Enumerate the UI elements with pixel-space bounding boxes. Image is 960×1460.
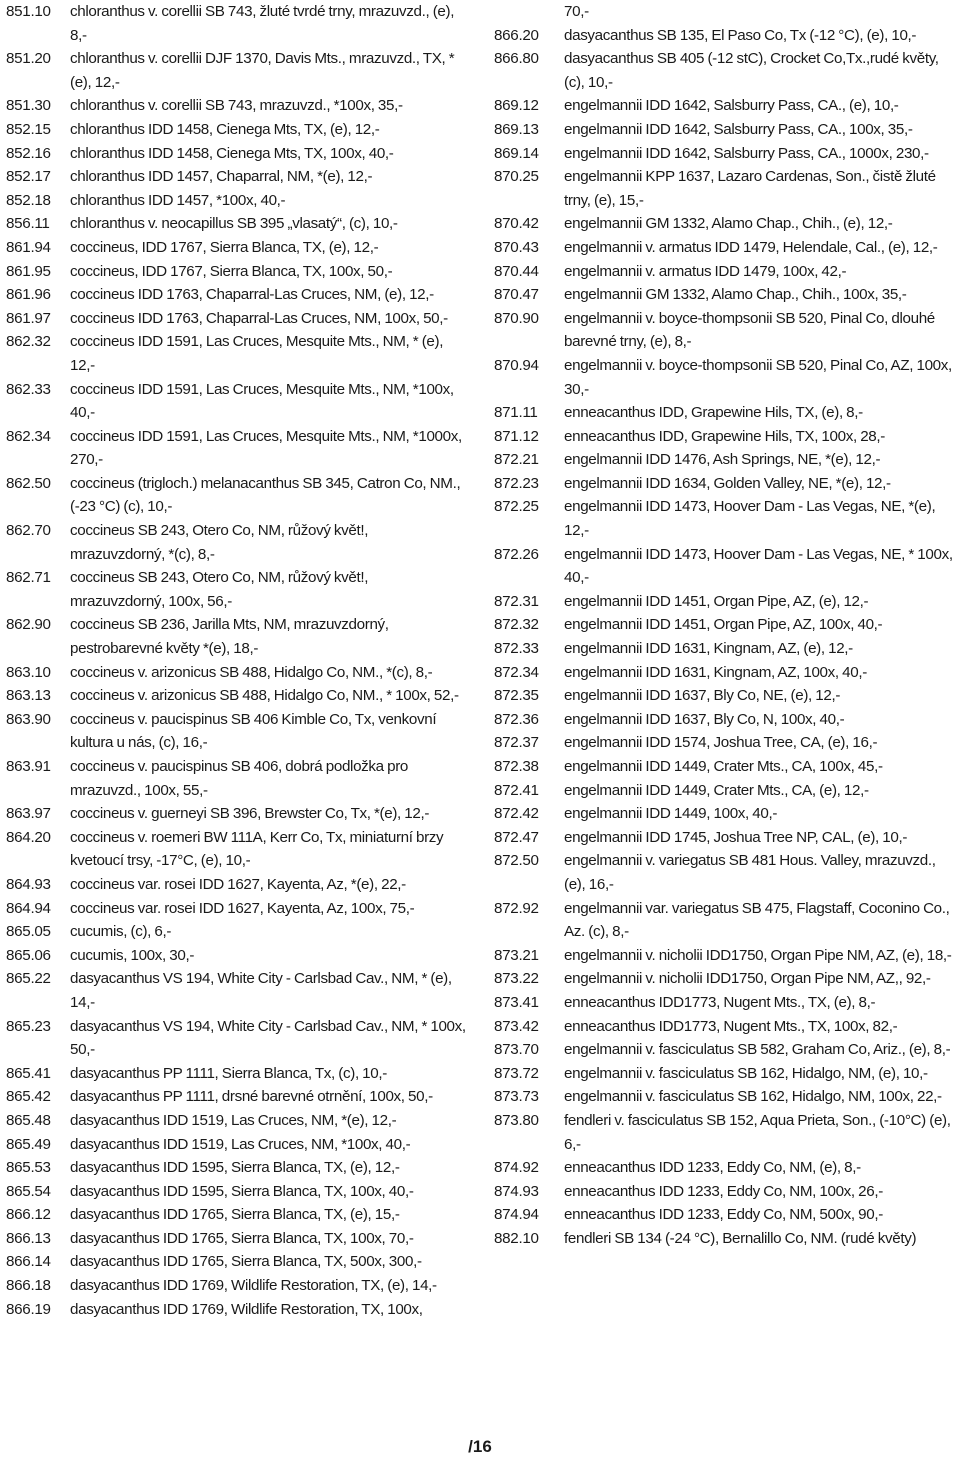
item-number: 872.25	[494, 498, 539, 516]
catalog-entry	[494, 94, 956, 118]
item-description: engelmannii v. armatus IDD 1479, Helendale, Cal., (e), 12,-	[564, 238, 938, 256]
item-description: engelmannii v. boyce-thompsonii SB 520, Pinal Co, dlouhé barevné trny, (e), 8,-	[564, 309, 935, 351]
item-number: 865.22	[6, 970, 51, 988]
catalog-entry	[494, 307, 956, 354]
item-number: 873.21	[494, 946, 539, 964]
catalog-entry	[494, 849, 956, 896]
item-number: 869.14	[494, 144, 539, 162]
item-number: 863.97	[6, 805, 51, 823]
item-description: dasyacanthus IDD 1769, Wildlife Restoration, TX, (e), 14,-	[70, 1277, 437, 1295]
item-description: fendleri v. fasciculatus SB 152, Aqua Prieta, Son., (-10°C) (e), 6,-	[564, 1111, 951, 1153]
item-number: 852.15	[6, 120, 51, 138]
item-number: 866.13	[6, 1229, 51, 1247]
item-number: 862.90	[6, 616, 51, 634]
item-description: fendleri SB 134 (-24 °C), Bernalillo Co, NM. (rudé květy)	[564, 1229, 917, 1247]
item-description: engelmannii IDD 1473, Hoover Dam - Las Vegas, NE, *(e), 12,-	[564, 498, 936, 540]
item-number: 866.19	[6, 1300, 51, 1318]
catalog-entry	[494, 991, 956, 1015]
item-description: engelmannii KPP 1637, Lazaro Cardenas, Son., čistě žluté trny, (e), 15,-	[564, 168, 936, 209]
catalog-entry	[6, 1250, 468, 1274]
item-number: 869.13	[494, 120, 539, 138]
catalog-entry	[494, 260, 956, 284]
item-description: coccineus v. arizonicus SB 488, Hidalgo Co, NM., * 100x, 52,-	[70, 687, 459, 705]
catalog-entry	[6, 1227, 468, 1251]
catalog-entry	[6, 189, 468, 213]
item-description: coccineus IDD 1591, Las Cruces, Mesquite Mts., NM, *1000x, 270,-	[70, 427, 462, 469]
item-number: 856.11	[6, 215, 50, 233]
item-number: 872.92	[494, 899, 539, 917]
item-number: 865.05	[6, 923, 51, 941]
catalog-entry	[6, 802, 468, 826]
catalog-entry	[6, 1274, 468, 1298]
item-description: engelmannii IDD 1451, Organ Pipe, AZ, 100x, 40,-	[564, 616, 883, 634]
catalog-entry	[494, 448, 956, 472]
catalog-entry	[6, 920, 468, 944]
catalog-entry	[6, 472, 468, 519]
catalog-entry	[6, 94, 468, 118]
catalog-entry	[494, 731, 956, 755]
page-number: /16	[468, 1437, 492, 1456]
catalog-entry	[6, 1180, 468, 1204]
item-description: engelmannii IDD 1637, Bly Co, N, 100x, 40,-	[564, 710, 845, 728]
catalog-entry	[6, 165, 468, 189]
item-number: 872.26	[494, 545, 539, 563]
item-number: 872.23	[494, 474, 539, 492]
item-number: 852.18	[6, 191, 51, 209]
catalog-entry	[6, 212, 468, 236]
catalog-entry	[494, 47, 956, 94]
item-description: dasyacanthus IDD 1765, Sierra Blanca, TX, (e), 15,-	[70, 1206, 400, 1224]
catalog-entry	[494, 708, 956, 732]
item-number: 872.35	[494, 687, 539, 705]
catalog-entry	[494, 118, 956, 142]
item-description: engelmannii GM 1332, Alamo Chap., Chih., (e), 12,-	[564, 215, 893, 233]
item-number: 863.90	[6, 710, 51, 728]
catalog-entry	[6, 708, 468, 755]
catalog-entry	[494, 283, 956, 307]
item-description: coccineus v. roemeri BW 111A, Kerr Co, Tx, miniaturní brzy kvetoucí trsy, -17°C, (e), 10,-	[70, 828, 444, 870]
catalog-entry	[6, 755, 468, 802]
catalog-entry	[494, 401, 956, 425]
item-number: 851.20	[6, 50, 51, 68]
item-description: dasyacanthus VS 194, White City - Carlsbad Cav., NM, * 100x, 50,-	[70, 1017, 466, 1059]
item-description: 70,-	[564, 3, 589, 20]
item-description: engelmannii IDD 1476, Ash Springs, NE, *(e), 12,-	[564, 451, 881, 469]
catalog-entry	[494, 944, 956, 968]
catalog-entry	[494, 1203, 956, 1227]
catalog-entry	[494, 425, 956, 449]
item-number: 870.42	[494, 215, 539, 233]
item-description: engelmannii IDD 1473, Hoover Dam - Las Vegas, NE, * 100x, 40,-	[564, 545, 953, 587]
catalog-entry	[6, 283, 468, 307]
item-description: engelmannii v. fasciculatus SB 162, Hidalgo, NM, (e), 10,-	[564, 1064, 928, 1082]
item-description: chloranthus IDD 1457, *100x, 40,-	[70, 191, 286, 209]
catalog-entry	[494, 165, 956, 212]
item-number: 865.49	[6, 1135, 51, 1153]
catalog-entry	[494, 142, 956, 166]
catalog-entry	[494, 1180, 956, 1204]
item-description: chloranthus v. corellii SB 743, žluté tvrdé trny, mrazuvzd., (e), 8,-	[70, 3, 455, 44]
item-number: 872.50	[494, 852, 539, 870]
item-description: engelmannii IDD 1642, Salsburry Pass, CA., 1000x, 230,-	[564, 144, 929, 162]
item-description: coccineus IDD 1763, Chaparral-Las Cruces, NM, 100x, 50,-	[70, 309, 448, 327]
item-number: 865.23	[6, 1017, 51, 1035]
item-number: 870.90	[494, 309, 539, 327]
item-number: 861.96	[6, 286, 51, 304]
item-description: chloranthus IDD 1457, Chaparral, NM, *(e), 12,-	[70, 168, 373, 186]
catalog-entry	[6, 826, 468, 873]
catalog-entry	[494, 779, 956, 803]
item-number: 862.33	[6, 380, 51, 398]
item-description: coccineus, IDD 1767, Sierra Blanca, TX, (e), 12,-	[70, 238, 379, 256]
catalog-entry	[6, 1062, 468, 1086]
catalog-entry	[494, 1062, 956, 1086]
catalog-entry	[494, 661, 956, 685]
item-number: 882.10	[494, 1229, 539, 1247]
item-number: 861.97	[6, 309, 51, 327]
item-number: 872.47	[494, 828, 539, 846]
item-description: dasyacanthus IDD 1519, Las Cruces, NM, *100x, 40,-	[70, 1135, 411, 1153]
item-number: 865.48	[6, 1111, 51, 1129]
catalog-entry	[6, 425, 468, 472]
catalog-entry	[6, 236, 468, 260]
item-number: 865.41	[6, 1064, 51, 1082]
item-description: chloranthus v. corellii DJF 1370, Davis Mts., mrazuvzd., TX, *(e), 12,-	[70, 50, 455, 91]
item-description: coccineus IDD 1763, Chaparral-Las Cruces, NM, (e), 12,-	[70, 286, 434, 304]
item-description: engelmannii IDD 1449, Crater Mts., CA, (e), 12,-	[564, 781, 869, 799]
item-number: 864.20	[6, 828, 51, 846]
item-number: 873.72	[494, 1064, 539, 1082]
item-description: engelmannii v. nicholii IDD1750, Organ Pipe NM, AZ, (e), 18,-	[564, 946, 952, 964]
catalog-entry	[6, 1015, 468, 1062]
catalog-entry	[494, 897, 956, 944]
item-description: enneacanthus IDD 1233, Eddy Co, NM, 500x, 90,-	[564, 1206, 883, 1224]
item-description: engelmannii v. fasciculatus SB 582, Graham Co, Ariz., (e), 8,-	[564, 1041, 951, 1059]
item-number: 866.14	[6, 1253, 51, 1271]
item-description: coccineus v. arizonicus SB 488, Hidalgo Co, NM., *(c), 8,-	[70, 663, 433, 681]
item-number: 866.18	[6, 1277, 51, 1295]
item-number: 874.93	[494, 1182, 539, 1200]
item-number: 872.42	[494, 805, 539, 823]
catalog-entry	[494, 1156, 956, 1180]
item-number: 862.50	[6, 474, 51, 492]
item-description: enneacanthus IDD 1233, Eddy Co, NM, 100x, 26,-	[564, 1182, 883, 1200]
item-number: 873.42	[494, 1017, 539, 1035]
catalog-entry	[494, 1109, 956, 1156]
item-number: 862.34	[6, 427, 51, 445]
item-number: 866.20	[494, 26, 539, 44]
catalog-entry	[6, 118, 468, 142]
item-description: coccineus SB 243, Otero Co, NM, růžový květ!, mrazuvzdorný, *(c), 8,-	[70, 522, 369, 563]
catalog-entry	[6, 566, 468, 613]
item-description: dasyacanthus IDD 1595, Sierra Blanca, TX, (e), 12,-	[70, 1159, 400, 1177]
item-number: 866.80	[494, 50, 539, 68]
catalog-entry	[6, 307, 468, 331]
catalog-entry	[6, 1298, 468, 1322]
item-description: enneacanthus IDD, Grapewine Hils, TX, 100x, 28,-	[564, 427, 885, 445]
item-description: chloranthus IDD 1458, Cienega Mts, TX, 100x, 40,-	[70, 144, 394, 162]
item-number: 852.17	[6, 168, 51, 186]
item-description: cucumis, (c), 6,-	[70, 923, 172, 941]
item-description: dasyacanthus IDD 1595, Sierra Blanca, TX, 100x, 40,-	[70, 1182, 414, 1200]
left-column	[6, 0, 468, 1321]
catalog-entry	[494, 0, 956, 24]
item-description: engelmannii IDD 1449, Crater Mts., CA, 100x, 45,-	[564, 758, 883, 775]
item-description: coccineus SB 236, Jarilla Mts, NM, mrazuvzdorný, pestrobarevné květy *(e), 18,-	[70, 616, 389, 658]
item-description: engelmannii v. fasciculatus SB 162, Hidalgo, NM, 100x, 22,-	[564, 1088, 942, 1106]
item-description: coccineus var. rosei IDD 1627, Kayenta, Az, 100x, 75,-	[70, 899, 415, 917]
item-description: dasyacanthus IDD 1769, Wildlife Restoration, TX, 100x,	[70, 1300, 423, 1318]
item-number: 865.53	[6, 1159, 51, 1177]
item-number: 862.32	[6, 333, 51, 351]
item-number: 874.92	[494, 1159, 539, 1177]
item-number: 873.22	[494, 970, 539, 988]
catalog-entry	[494, 1038, 956, 1062]
catalog-entry	[494, 967, 956, 991]
item-number: 871.12	[494, 427, 539, 445]
catalog-entry	[494, 755, 956, 779]
item-number: 866.12	[6, 1206, 51, 1224]
item-number: 862.71	[6, 569, 51, 587]
item-description: enneacanthus IDD1773, Nugent Mts., TX, (e), 8,-	[564, 993, 876, 1011]
item-description: dasyacanthus PP 1111, drsné barevné otrnění, 100x, 50,-	[70, 1088, 433, 1106]
item-description: coccineus, IDD 1767, Sierra Blanca, TX, 100x, 50,-	[70, 262, 393, 280]
item-description: engelmannii IDD 1637, Bly Co, NE, (e), 12,-	[564, 687, 841, 705]
catalog-entry	[6, 260, 468, 284]
catalog-entry	[6, 873, 468, 897]
catalog-entry	[6, 661, 468, 685]
item-number: 851.10	[6, 3, 51, 20]
catalog-entry	[494, 24, 956, 48]
catalog-entry	[494, 236, 956, 260]
item-number: 872.31	[494, 592, 539, 610]
item-number: 872.34	[494, 663, 539, 681]
item-description: engelmannii IDD 1574, Joshua Tree, CA, (e), 16,-	[564, 734, 878, 752]
item-description: cucumis, 100x, 30,-	[70, 946, 195, 964]
item-description: coccineus v. paucispinus SB 406, dobrá podložka pro mrazuvzd., 100x, 55,-	[70, 758, 409, 799]
item-number: 863.91	[6, 758, 51, 775]
item-number: 861.95	[6, 262, 51, 280]
item-description: engelmannii IDD 1642, Salsburry Pass, CA., (e), 10,-	[564, 97, 899, 115]
item-description: enneacanthus IDD, Grapewine Hils, TX, (e), 8,-	[564, 404, 863, 422]
item-number: 851.30	[6, 97, 51, 115]
catalog-entry	[6, 47, 468, 94]
catalog-entry	[494, 684, 956, 708]
item-description: engelmannii IDD 1449, 100x, 40,-	[564, 805, 778, 823]
catalog-entry	[6, 897, 468, 921]
catalog-entry	[494, 637, 956, 661]
item-description: engelmannii IDD 1631, Kingnam, AZ, 100x, 40,-	[564, 663, 867, 681]
catalog-entry	[6, 944, 468, 968]
catalog-entry	[6, 967, 468, 1014]
catalog-entry	[494, 613, 956, 637]
item-number: 872.37	[494, 734, 539, 752]
item-description: dasyacanthus VS 194, White City - Carlsbad Cav., NM, * (e), 14,-	[70, 970, 452, 1011]
item-number: 872.33	[494, 640, 539, 658]
item-number: 870.94	[494, 356, 539, 374]
item-description: coccineus SB 243, Otero Co, NM, růžový květ!, mrazuvzdorný, 100x, 56,-	[70, 569, 369, 610]
item-number: 870.43	[494, 238, 539, 256]
item-number: 869.12	[494, 97, 539, 115]
catalog-entry	[494, 590, 956, 614]
item-number: 863.10	[6, 663, 51, 681]
catalog-entry	[494, 826, 956, 850]
right-column	[494, 0, 956, 1250]
item-number: 863.13	[6, 687, 51, 705]
item-description: engelmannii IDD 1451, Organ Pipe, AZ, (e), 12,-	[564, 592, 869, 610]
catalog-entry	[6, 613, 468, 660]
catalog-entry	[6, 330, 468, 377]
item-number: 872.41	[494, 781, 539, 799]
catalog-entry	[6, 519, 468, 566]
item-number: 864.94	[6, 899, 51, 917]
item-description: chloranthus v. corellii SB 743, mrazuvzd., *100x, 35,-	[70, 97, 403, 115]
item-description: engelmannii var. variegatus SB 475, Flagstaff, Coconino Co., Az. (c), 8,-	[564, 899, 950, 941]
catalog-entry	[6, 142, 468, 166]
catalog-entry	[494, 802, 956, 826]
item-description: engelmannii v. boyce-thompsonii SB 520, Pinal Co, AZ, 100x, 30,-	[564, 356, 952, 398]
item-description: engelmannii v. armatus IDD 1479, 100x, 42,-	[564, 262, 847, 280]
item-description: coccineus v. paucispinus SB 406 Kimble Co, Tx, venkovní kultura u nás, (c), 16,-	[70, 710, 437, 752]
item-number: 852.16	[6, 144, 51, 162]
item-number: 864.93	[6, 875, 51, 893]
item-description: enneacanthus IDD1773, Nugent Mts., TX, 100x, 82,-	[564, 1017, 898, 1035]
item-number: 871.11	[494, 404, 538, 422]
item-description: dasyacanthus PP 1111, Sierra Blanca, Tx, (c), 10,-	[70, 1064, 387, 1082]
item-number: 862.70	[6, 522, 51, 540]
item-number: 874.94	[494, 1206, 539, 1224]
item-number: 861.94	[6, 238, 51, 256]
item-description: dasyacanthus SB 135, El Paso Co, Tx (-12 °C), (e), 10,-	[564, 26, 917, 44]
item-description: engelmannii v. variegatus SB 481 Hous. Valley, mrazuvzd., (e), 16,-	[564, 852, 936, 893]
item-description: enneacanthus IDD 1233, Eddy Co, NM, (e), 8,-	[564, 1159, 861, 1177]
item-number: 870.47	[494, 286, 539, 304]
item-description: dasyacanthus IDD 1765, Sierra Blanca, TX, 500x, 300,-	[70, 1253, 422, 1271]
catalog-entry	[6, 378, 468, 425]
item-description: coccineus v. guerneyi SB 396, Brewster Co, Tx, *(e), 12,-	[70, 805, 430, 823]
item-number: 872.38	[494, 758, 539, 775]
item-description: engelmannii IDD 1745, Joshua Tree NP, CAL, (e), 10,-	[564, 828, 908, 846]
item-number: 870.25	[494, 168, 539, 186]
item-number: 873.70	[494, 1041, 539, 1059]
catalog-entry	[494, 495, 956, 542]
catalog-entry	[6, 684, 468, 708]
catalog-entry	[6, 1133, 468, 1157]
catalog-entry	[6, 1156, 468, 1180]
catalog-entry	[6, 1085, 468, 1109]
catalog-entry	[6, 0, 468, 47]
item-description: engelmannii IDD 1642, Salsburry Pass, CA., 100x, 35,-	[564, 120, 913, 138]
item-description: dasyacanthus SB 405 (-12 stC), Crocket Co,Tx.,rudé květy, (c), 10,-	[564, 50, 939, 91]
item-description: engelmannii IDD 1634, Golden Valley, NE, *(e), 12,-	[564, 474, 891, 492]
item-number: 865.42	[6, 1088, 51, 1106]
item-number: 873.41	[494, 993, 539, 1011]
item-description: coccineus IDD 1591, Las Cruces, Mesquite Mts., NM, *100x, 40,-	[70, 380, 454, 422]
item-number: 873.80	[494, 1111, 539, 1129]
catalog-entry	[494, 1085, 956, 1109]
item-number: 865.06	[6, 946, 51, 964]
item-number: 870.44	[494, 262, 539, 280]
item-number: 873.73	[494, 1088, 539, 1106]
item-description: engelmannii IDD 1631, Kingnam, AZ, (e), 12,-	[564, 640, 853, 658]
item-description: engelmannii v. nicholii IDD1750, Organ Pipe NM, AZ,, 92,-	[564, 970, 931, 988]
item-description: chloranthus IDD 1458, Cienega Mts, TX, (e), 12,-	[70, 120, 380, 138]
catalog-entry	[494, 354, 956, 401]
catalog-entry	[6, 1203, 468, 1227]
catalog-entry	[494, 472, 956, 496]
catalog-entry	[494, 543, 956, 590]
catalog-entry	[494, 1227, 956, 1251]
item-description: dasyacanthus IDD 1519, Las Cruces, NM, *(e), 12,-	[70, 1111, 397, 1129]
item-description: dasyacanthus IDD 1765, Sierra Blanca, TX, 100x, 70,-	[70, 1229, 414, 1247]
catalog-entry	[494, 212, 956, 236]
item-number: 865.54	[6, 1182, 51, 1200]
catalog-entry	[494, 1015, 956, 1039]
item-description: coccineus (trigloch.) melanacanthus SB 345, Catron Co, NM., (-23 °C) (c), 10,-	[70, 474, 461, 516]
item-description: engelmannii GM 1332, Alamo Chap., Chih., 100x, 35,-	[564, 286, 907, 304]
item-description: coccineus IDD 1591, Las Cruces, Mesquite Mts., NM, * (e), 12,-	[70, 333, 444, 374]
item-number: 872.32	[494, 616, 539, 634]
item-description: chloranthus v. neocapillus SB 395 „vlasatý“, (c), 10,-	[70, 215, 398, 233]
item-number: 872.36	[494, 710, 539, 728]
catalog-entry	[6, 1109, 468, 1133]
item-description: coccineus var. rosei IDD 1627, Kayenta, Az, *(e), 22,-	[70, 875, 406, 893]
item-number: 872.21	[494, 451, 539, 469]
